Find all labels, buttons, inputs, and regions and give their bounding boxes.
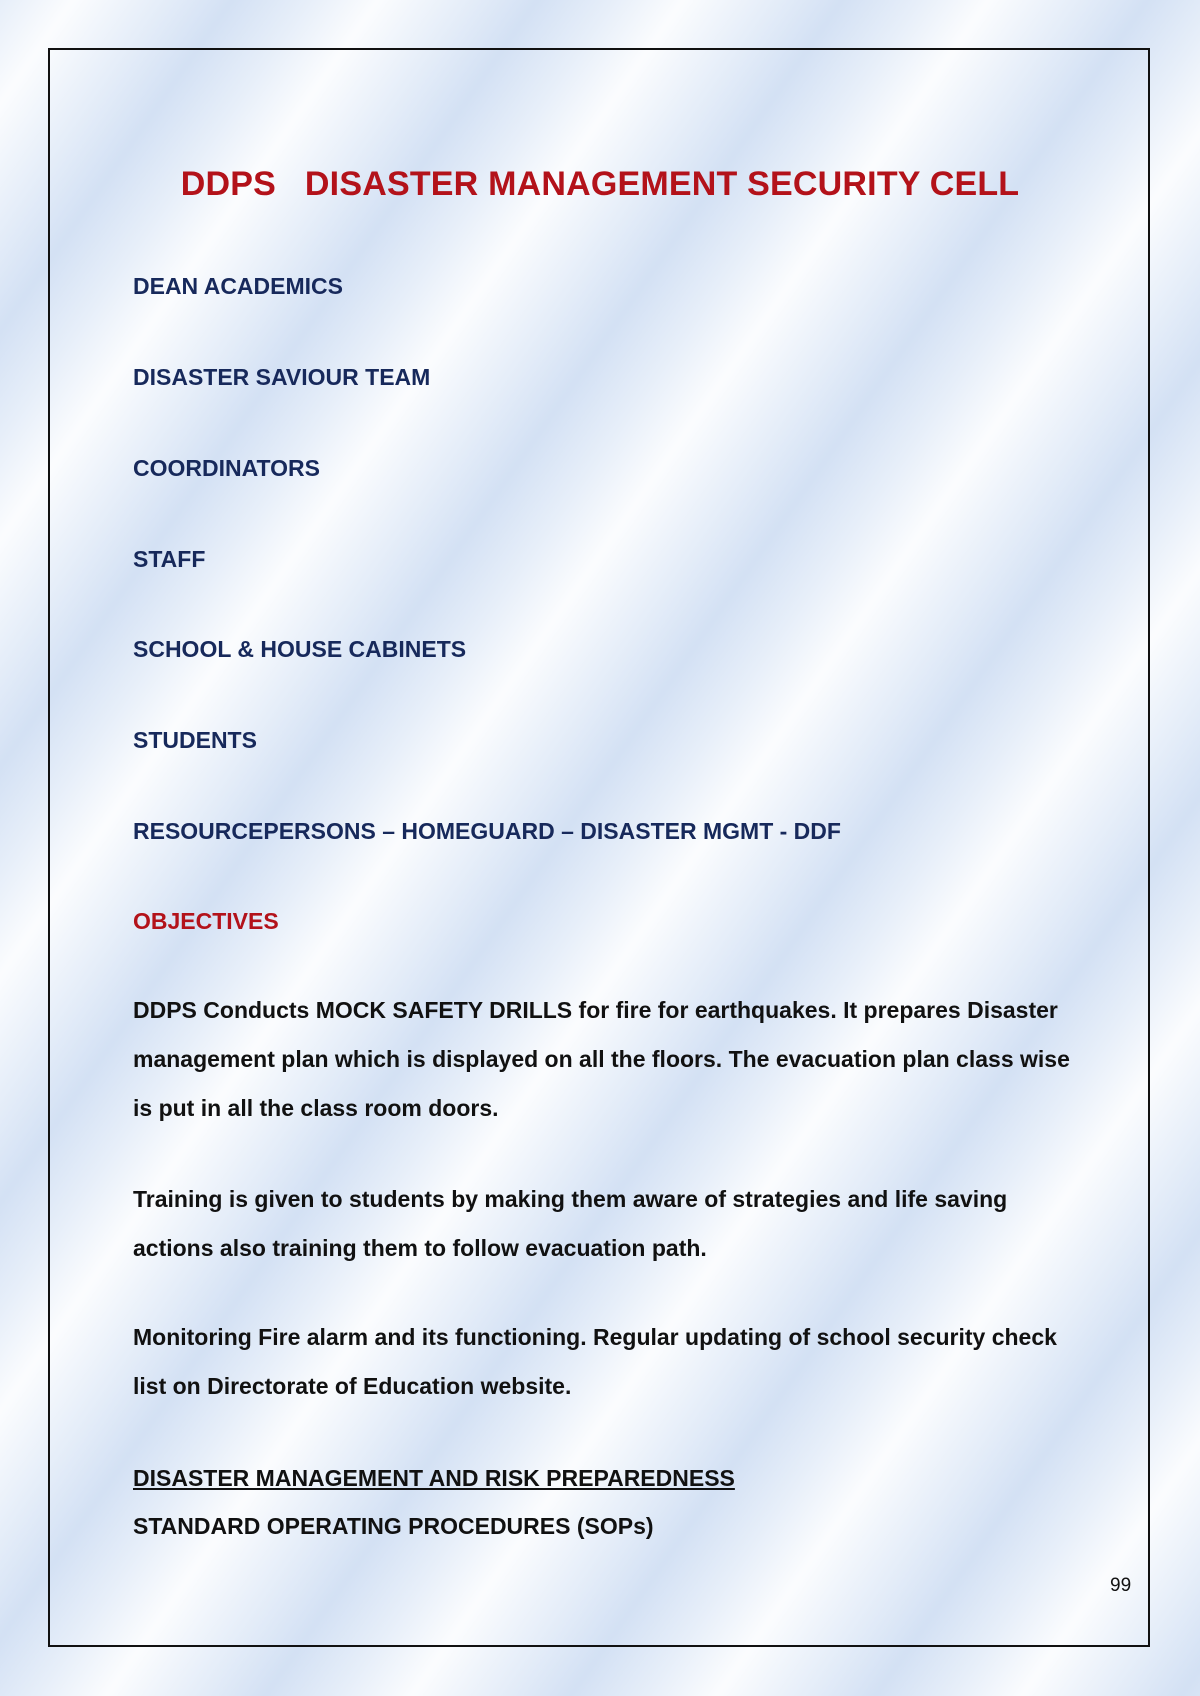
member-students: STUDENTS [133,727,257,753]
member-school-house-cabinets: SCHOOL & HOUSE CABINETS [133,636,467,662]
objective-paragraph-monitoring: Monitoring Fire alarm and its functioning. Regular updating of school security check list on Directorate of Education website. [133,1324,1057,1399]
page-title: DDPS DISASTER MANAGEMENT SECURITY CELL [180,165,1020,203]
objectives-heading: OBJECTIVES [133,908,279,934]
member-disaster-saviour-team: DISASTER SAVIOUR TEAM [133,364,431,390]
objective-paragraph-training: Training is given to students by making them aware of strategies and life saving actions also training them to follow evacuation path. [133,1186,1008,1261]
sop-subheading: STANDARD OPERATING PROCEDURES (SOPs) [133,1513,654,1539]
page-number: 99 [1110,1575,1132,1596]
member-staff: STAFF [133,546,206,572]
objective-paragraph-drills: DDPS Conducts MOCK SAFETY DRILLS for fire for earthquakes. It prepares Disaster management plan which is displayed on all the floors. The evacuation plan class wise is put in all the class room doors. [133,997,1070,1121]
member-coordinators: COORDINATORS [133,455,320,481]
sop-heading: DISASTER MANAGEMENT AND RISK PREPAREDNESS [133,1465,735,1491]
member-dean-academics: DEAN ACADEMICS [133,273,343,299]
member-resource-persons: RESOURCEPERSONS – HOMEGUARD – DISASTER MGMT - DDF [133,818,841,844]
